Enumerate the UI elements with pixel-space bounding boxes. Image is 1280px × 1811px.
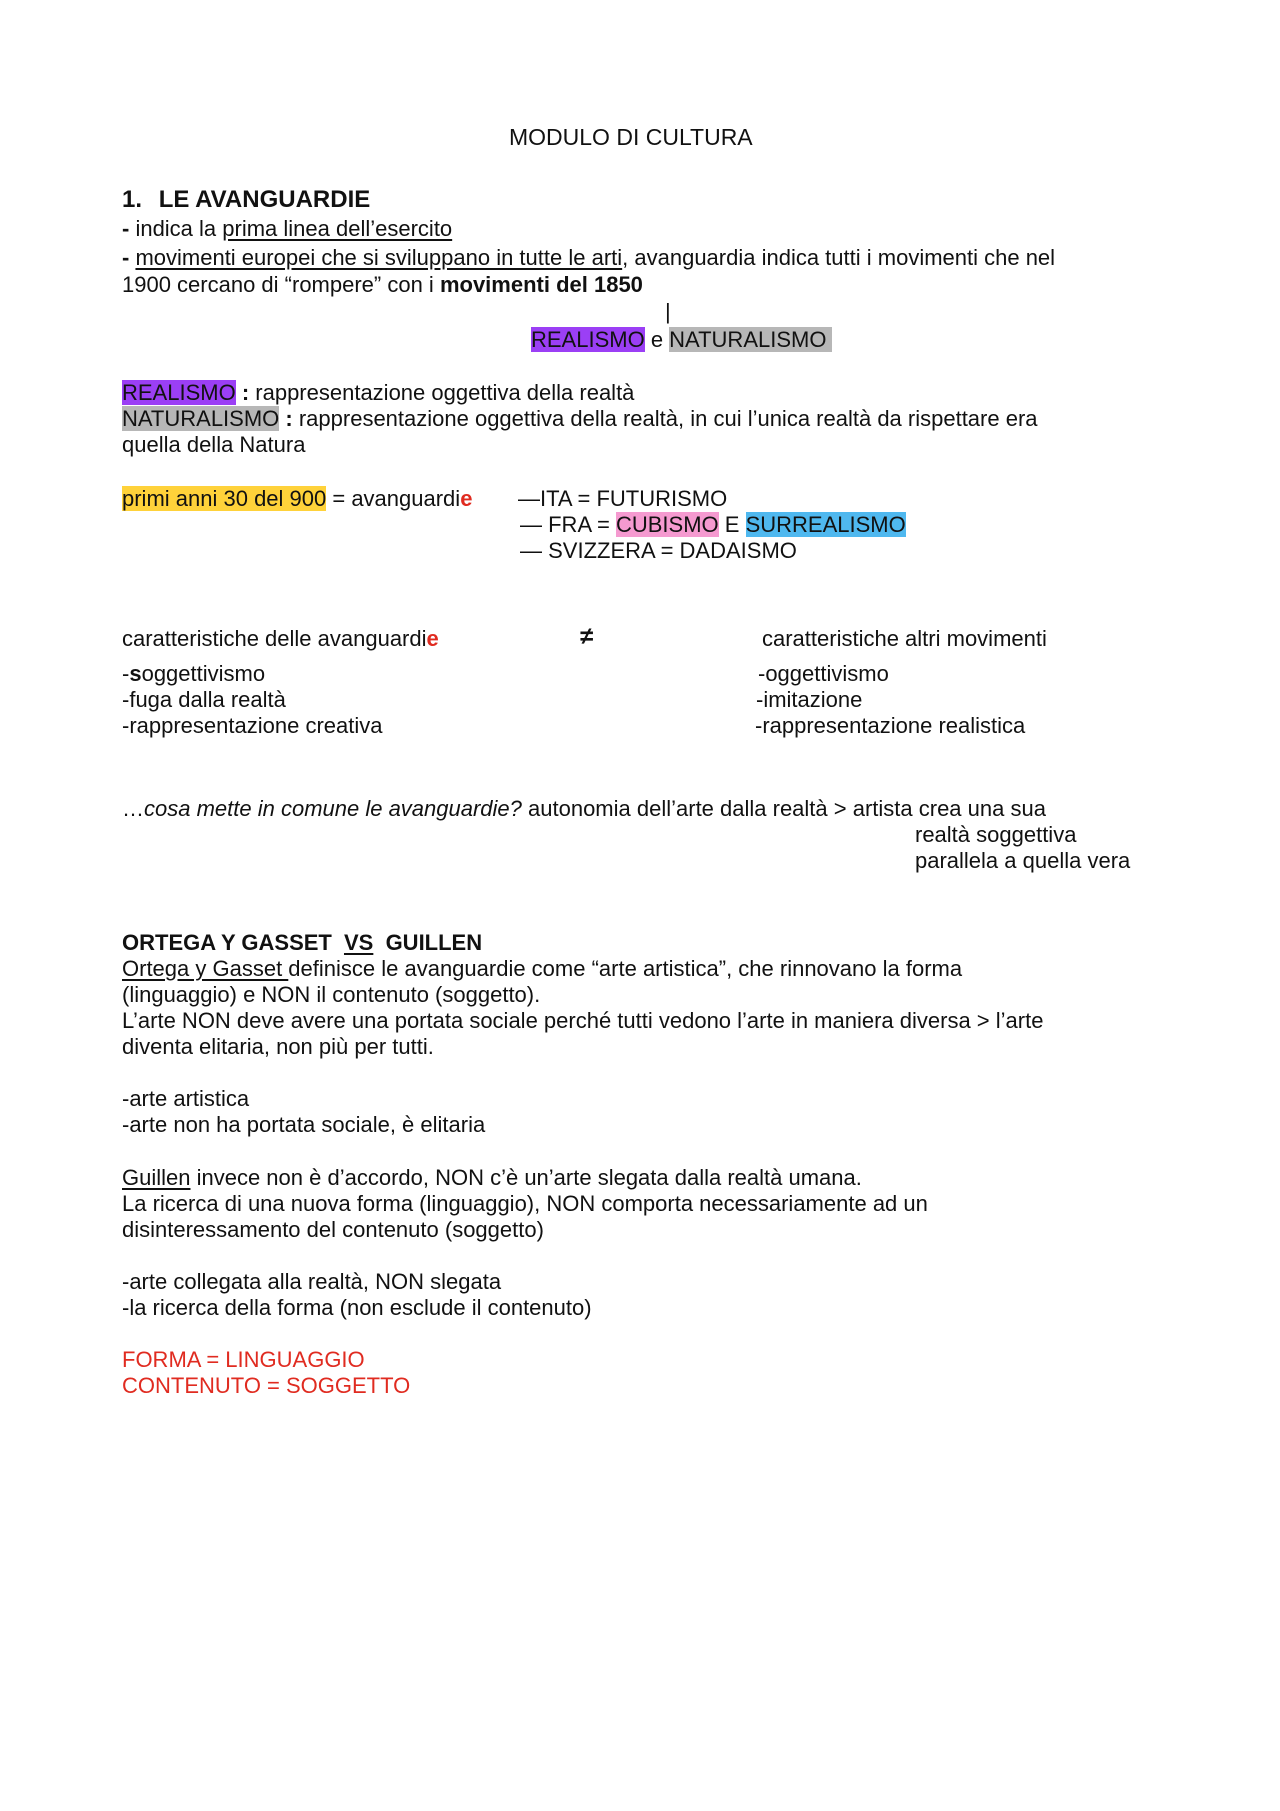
connector-line: | (665, 299, 671, 324)
realismo-naturalismo-row: REALISMO e NATURALISMO (531, 327, 832, 353)
comparison-right-item: -rappresentazione realistica (755, 713, 1026, 738)
ortega-bullet: -arte artistica (122, 1086, 250, 1111)
period-highlight: primi anni 30 del 900 (122, 486, 327, 511)
not-equal-symbol: ≠ (580, 623, 594, 650)
section-number: 1. (122, 186, 143, 213)
ortega-paragraph-line: Ortega y Gasset definisce le avanguardie come “arte artistica”, che rinnovano la forma (122, 956, 963, 981)
contenuto-note: CONTENUTO = SOGGETTO (122, 1373, 411, 1398)
surrealismo-highlight: SURREALISMO (745, 512, 906, 537)
guillen-bullet: -la ricerca della forma (non esclude il contenuto) (122, 1295, 592, 1320)
guillen-bullet: -arte collegata alla realtà, NON slegata (122, 1269, 502, 1294)
section-title: LE AVANGUARDIE (158, 186, 371, 213)
question-line: …cosa mette in comune le avanguardie? autonomia dell’arte dalla realtà > artista crea una sua (122, 796, 1046, 821)
comparison-left-item: -rappresentazione creativa (122, 713, 383, 738)
avanguardie-svizzera: — SVIZZERA = DADAISMO (520, 538, 797, 563)
definition-naturalismo: NATURALISMO : rappresentazione oggettiva della realtà, in cui l’unica realtà da rispettare era (122, 406, 1038, 431)
ortega-guillen-heading: ORTEGA Y GASSET VS GUILLEN (122, 930, 483, 955)
realismo-highlight: REALISMO (531, 327, 645, 352)
ortega-paragraph-line: diventa elitaria, non più per tutti. (122, 1034, 434, 1059)
comparison-right-item: -oggettivismo (758, 661, 889, 686)
definition-naturalismo-cont: quella della Natura (122, 432, 306, 457)
guillen-paragraph-line: disinteressamento del contenuto (soggetto) (122, 1217, 544, 1242)
ortega-bullet: -arte non ha portata sociale, è elitaria (122, 1112, 486, 1137)
comparison-right-header: caratteristiche altri movimenti (762, 626, 1047, 651)
question-answer-cont: parallela a quella vera (915, 848, 1131, 873)
comparison-left-item: -fuga dalla realtà (122, 687, 286, 712)
naturalismo-highlight: NATURALISMO (669, 327, 832, 352)
comparison-right-item: -imitazione (756, 687, 863, 712)
page-title: MODULO DI CULTURA (509, 124, 753, 150)
guillen-paragraph-line: Guillen invece non è d’accordo, NON c’è un’arte slegata dalla realtà umana. (122, 1165, 862, 1190)
cubismo-highlight: CUBISMO (615, 512, 719, 537)
avanguardie-period-row: primi anni 30 del 900 = avanguardie (122, 486, 473, 511)
question-answer-cont: realtà soggettiva (915, 822, 1077, 847)
section-heading (122, 187, 370, 213)
guillen-paragraph-line: La ricerca di una nuova forma (linguaggio), NON comporta necessariamente ad un (122, 1191, 928, 1216)
intro-line-1: - indica la prima linea dell’esercito (122, 216, 453, 241)
intro-line-3: 1900 cercano di “rompere” con i movimenti del 1850 (122, 272, 643, 297)
ortega-paragraph-line: (linguaggio) e NON il contenuto (soggetto). (122, 982, 541, 1007)
avanguardie-fra: — FRA = CUBISMO E SURREALISMO (520, 512, 906, 537)
intro-line-2: - movimenti europei che si sviluppano in tutte le arti, avanguardia indica tutti i movimenti che nel (122, 245, 1056, 270)
avanguardie-ita: —ITA = FUTURISMO (518, 486, 728, 511)
comparison-left-header: caratteristiche delle avanguardie (122, 626, 439, 651)
forma-note: FORMA = LINGUAGGIO (122, 1347, 365, 1372)
comparison-left-item: -soggettivismo (122, 661, 266, 686)
ortega-paragraph-line: L’arte NON deve avere una portata sociale perché tutti vedono l’arte in maniera diversa > l’arte (122, 1008, 1044, 1033)
definition-realismo: REALISMO : rappresentazione oggettiva della realtà (122, 380, 635, 405)
